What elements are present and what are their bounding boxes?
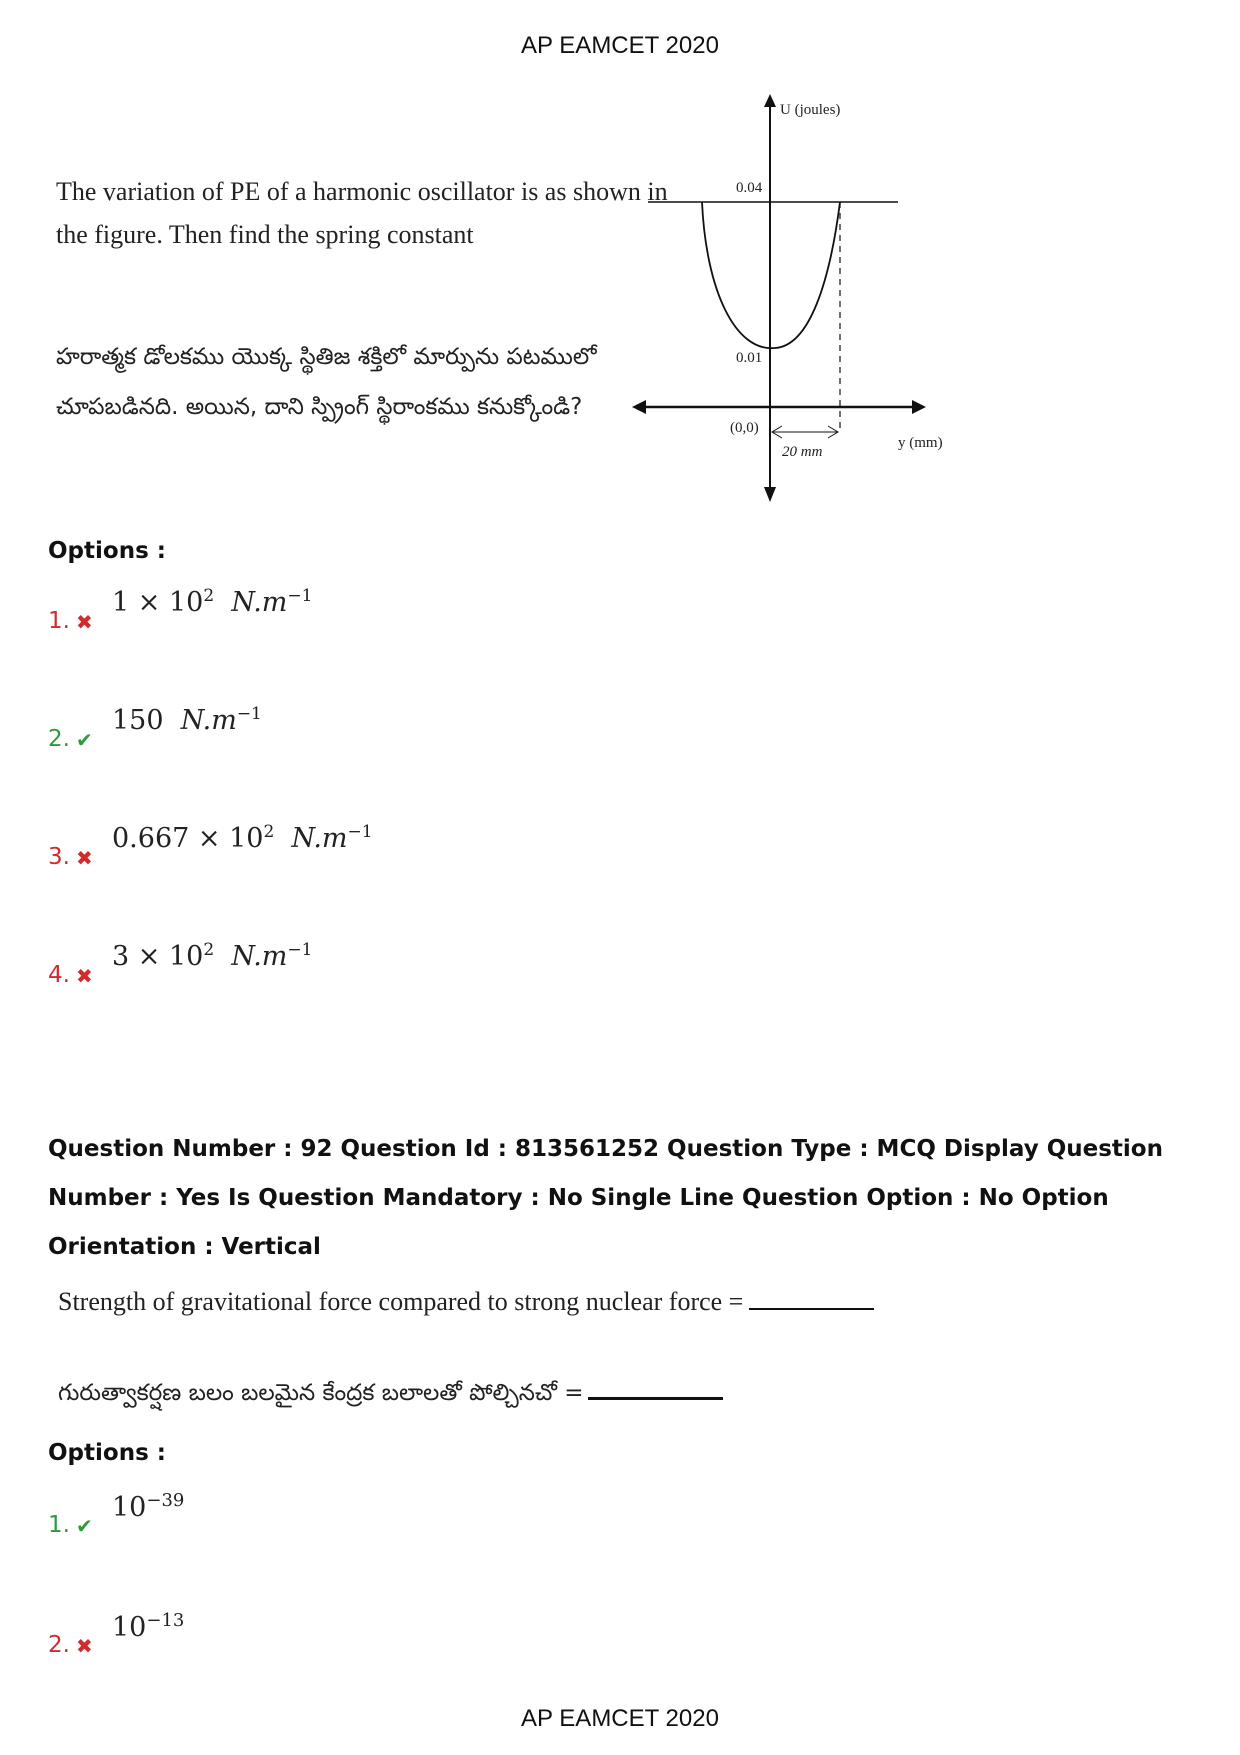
question-92-te-text: గురుత్వాకర్షణ బలం బలమైన కేంద్రక బలాలతో పోల్చినచో = [58, 1380, 584, 1406]
option-value: $1 \times 10^2$ $N.m^{-1}$ [112, 586, 313, 618]
check-icon: ✔ [76, 728, 93, 752]
question-text-english [56, 170, 668, 256]
answer-blank [749, 1307, 874, 1310]
cross-icon: ✖ [76, 846, 93, 870]
cross-icon: ✖ [76, 1634, 93, 1658]
pe-graph-figure [620, 90, 960, 510]
question-te-line-1: హరాత్మక డోలకము యొక్క స్థితిజ శక్తిలో మార్పును పటములో [56, 344, 597, 370]
y-axis-label: y (mm) [898, 435, 943, 451]
page-footer: AP EAMCET 2020 [521, 1705, 719, 1732]
option-value: $10^{-39}$ [112, 1490, 185, 1523]
check-icon: ✔ [76, 1514, 93, 1538]
question-metadata [48, 1125, 1198, 1272]
question-text-telugu [58, 1368, 723, 1418]
options-label: Options : [48, 1440, 166, 1466]
question-te-line-2: చూపబడినది. అయిన, దాని స్ప్రింగ్ స్థిరాంకము కనుక్కోండి? [56, 394, 583, 420]
meta-line-3: Orientation : Vertical [48, 1234, 321, 1260]
question-text-telugu [56, 332, 596, 432]
option-value: $10^{-13}$ [112, 1610, 185, 1643]
cross-icon: ✖ [76, 610, 93, 634]
cross-icon: ✖ [76, 964, 93, 988]
question-line-1: The variation of PE of a harmonic oscillator is as shown in [56, 177, 668, 206]
option-value: 150 $N.m^{-1}$ [112, 704, 262, 736]
option-4[interactable] [48, 940, 748, 1004]
question-line-2: the figure. Then find the spring constant [56, 220, 474, 249]
u-axis-label: U (joules) [780, 102, 841, 118]
option-number: 4. [48, 962, 70, 988]
question-text-english [58, 1280, 874, 1323]
option-2[interactable] [48, 704, 748, 768]
answer-blank [588, 1396, 723, 1400]
y-axis-arrow-right [912, 400, 926, 414]
option-1[interactable] [48, 1490, 748, 1554]
option-number: 1. [48, 608, 70, 634]
option-number: 2. [48, 1632, 70, 1658]
option-2[interactable] [48, 1610, 748, 1674]
option-value: $3 \times 10^2$ $N.m^{-1}$ [112, 940, 313, 972]
y-axis-arrow-left [632, 400, 646, 414]
value-top-label: 0.04 [736, 180, 763, 196]
option-1[interactable] [48, 586, 748, 650]
u-axis-arrow-down [764, 487, 776, 502]
value-min-label: 0.01 [736, 350, 763, 366]
page-header: AP EAMCET 2020 [521, 32, 719, 59]
option-number: 2. [48, 726, 70, 752]
meta-line-1: Question Number : 92 Question Id : 813561252 Question Type : MCQ Display Question [48, 1136, 1163, 1162]
origin-label: (0,0) [730, 420, 759, 436]
u-axis-arrow-up [764, 94, 776, 107]
option-3[interactable] [48, 822, 748, 886]
options-label: Options : [48, 538, 166, 564]
option-value: $0.667 \times 10^2$ $N.m^{-1}$ [112, 822, 373, 854]
question-92-text: Strength of gravitational force compared to strong nuclear force = [58, 1287, 744, 1316]
meta-line-2: Number : Yes Is Question Mandatory : No Single Line Question Option : No Option [48, 1185, 1109, 1211]
option-number: 1. [48, 1512, 70, 1538]
option-number: 3. [48, 844, 70, 870]
distance-label: 20 mm [782, 444, 823, 460]
